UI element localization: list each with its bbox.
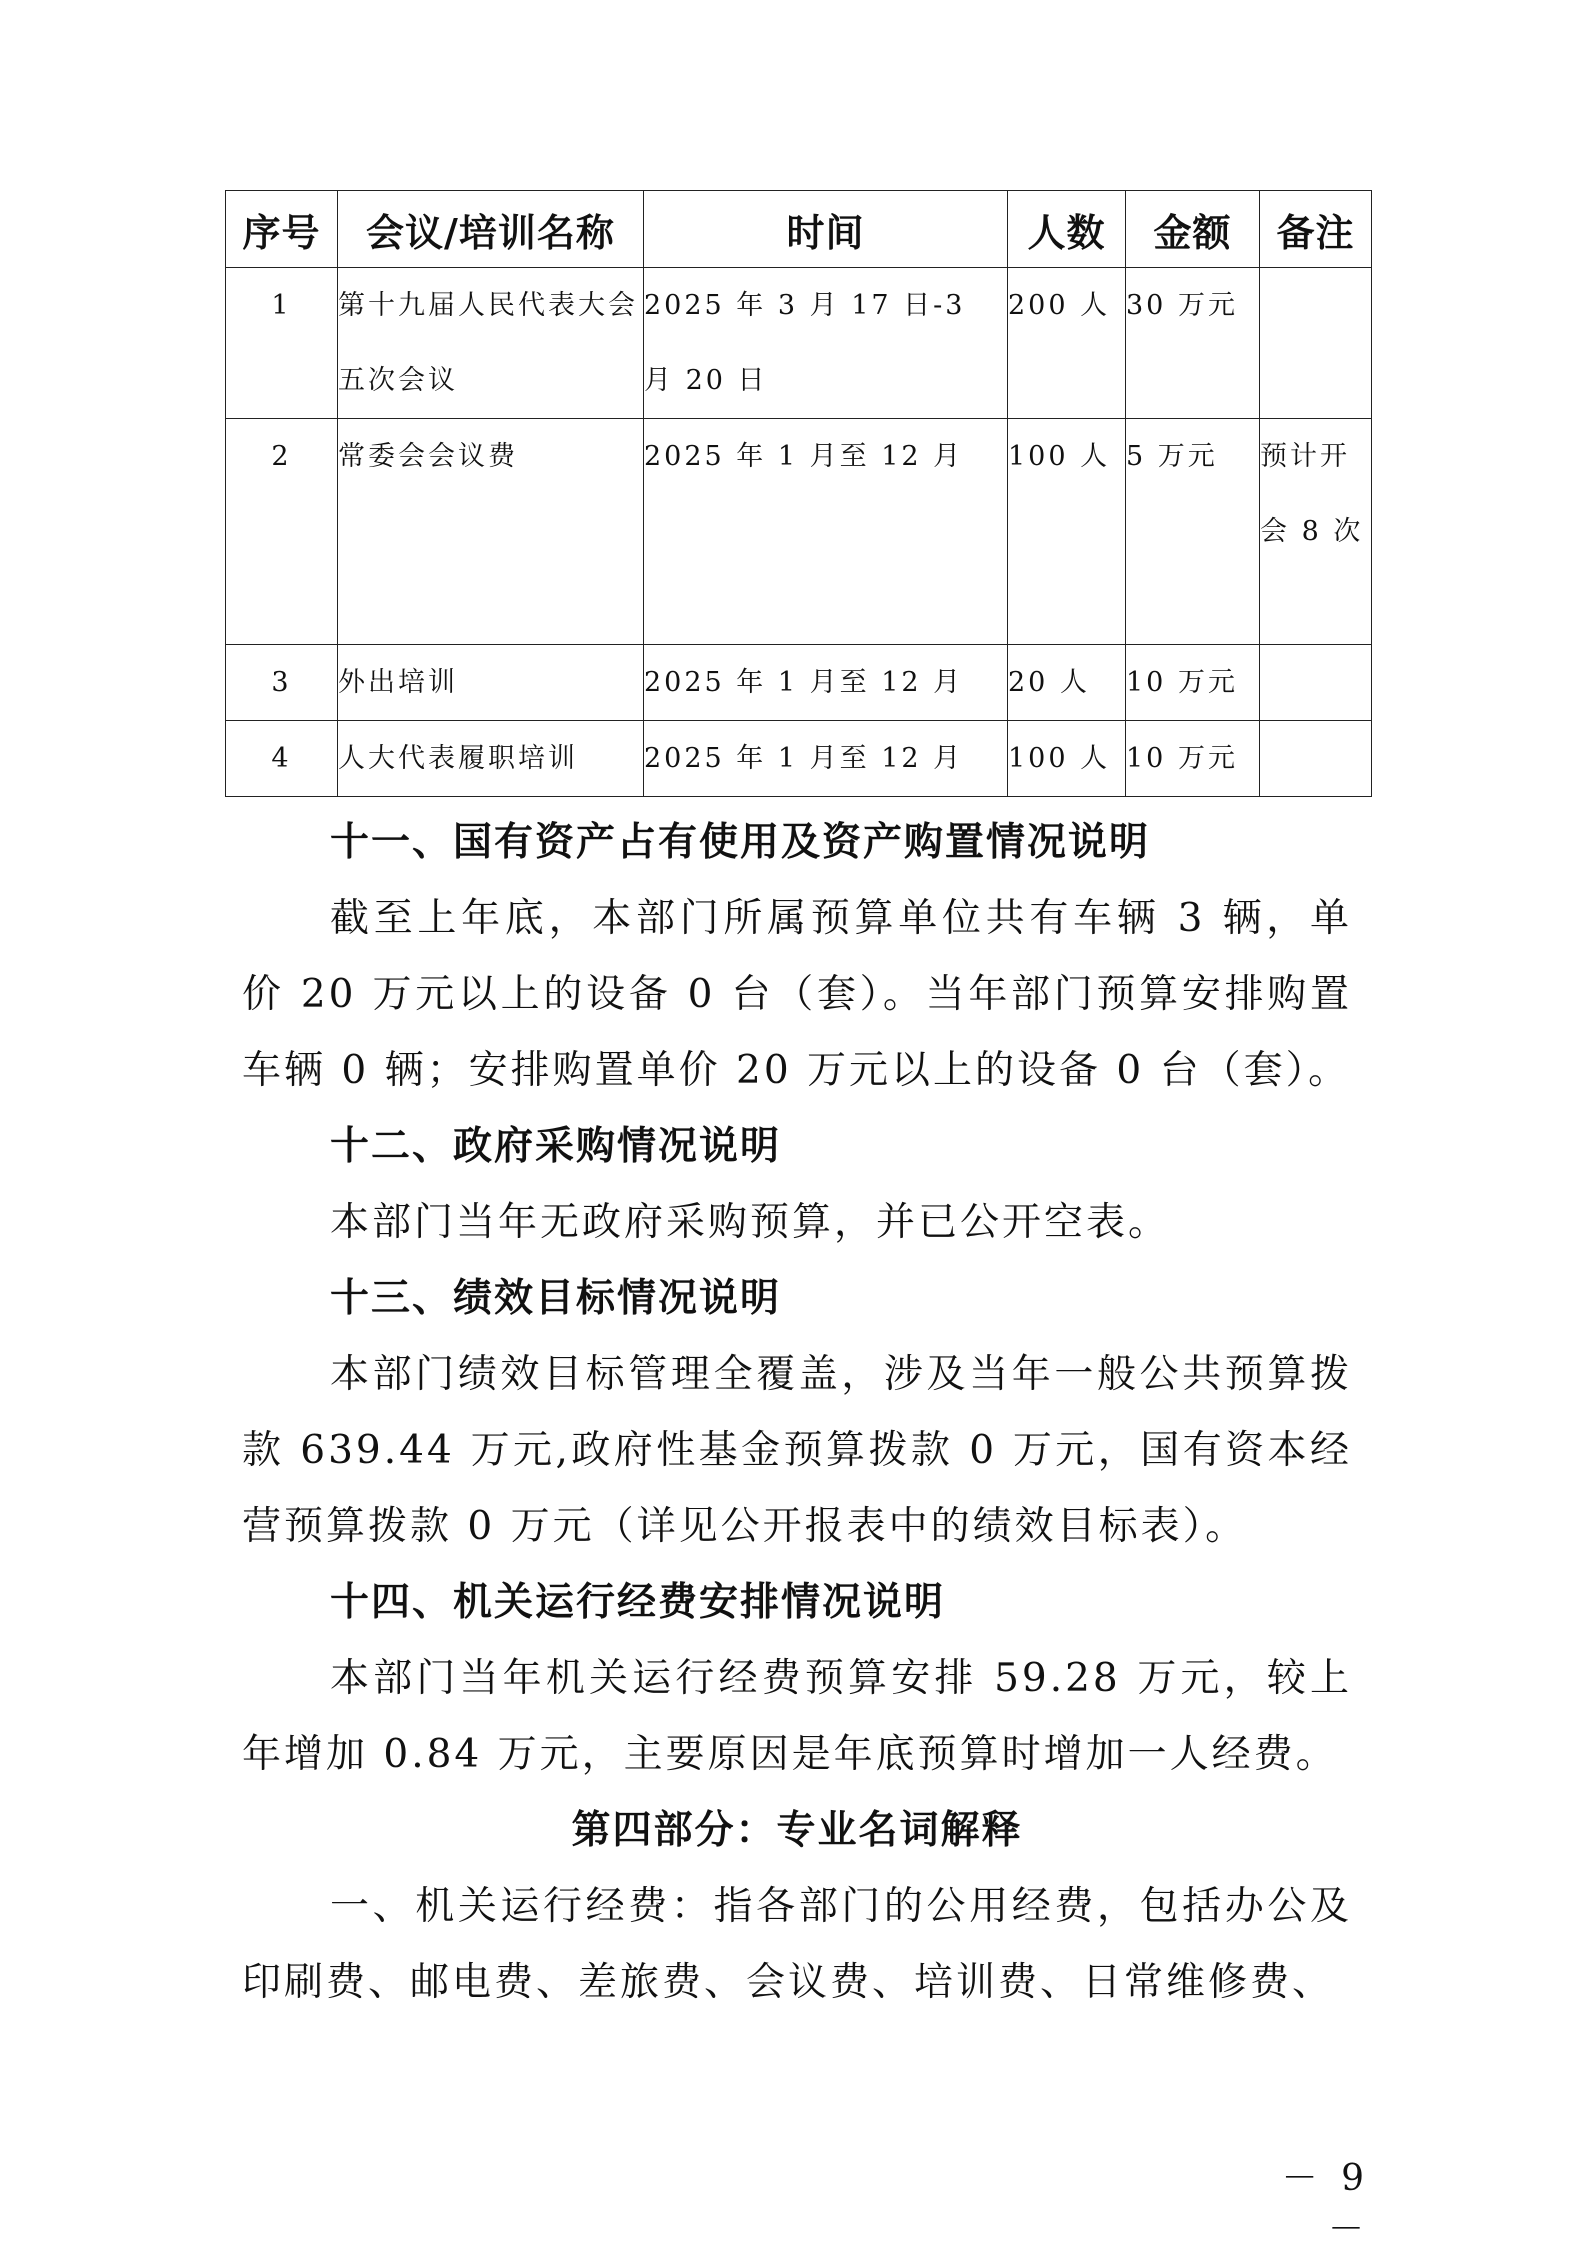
cell-seq: 1: [226, 268, 338, 419]
table-header-row: [226, 191, 1372, 268]
section-heading: 十四、机关运行经费安排情况说明: [330, 1580, 946, 1625]
part-title: 第四部分：专业名词解释: [571, 1808, 1023, 1853]
header-amount: 金额: [1126, 191, 1260, 268]
cell-name: 外出培训: [338, 645, 644, 721]
section-heading: 十一、国有资产占有使用及资产购置情况说明: [330, 820, 1151, 865]
cell-time: 2025 年 3 月 17 日-3 月 20 日: [644, 268, 1008, 419]
section-paragraph: 本部门绩效目标管理全覆盖，涉及当年一般公共预算拨款 639.44 万元,政府性基金预算拨款 0 万元，国有资本经营预算拨款 0 万元（详见公开报表中的绩效目标表）。: [242, 1352, 1352, 1549]
cell-name: 人大代表履职培训: [338, 721, 644, 797]
body-text: [242, 805, 1352, 2021]
header-count: 人数: [1008, 191, 1126, 268]
cell-count: 100 人: [1008, 721, 1126, 797]
section-heading: 十三、绩效目标情况说明: [330, 1276, 782, 1321]
cell-count: 100 人: [1008, 419, 1126, 645]
cell-seq: 4: [226, 721, 338, 797]
cell-note: [1260, 721, 1372, 797]
section-heading: 十二、政府采购情况说明: [330, 1124, 782, 1169]
header-seq: 序号: [226, 191, 338, 268]
cell-seq: 2: [226, 419, 338, 645]
section-paragraph: 截至上年底，本部门所属预算单位共有车辆 3 辆，单价 20 万元以上的设备 0 台（套）。当年部门预算安排购置车辆 0 辆；安排购置单价 20 万元以上的设备 0 台（套）。: [242, 896, 1352, 1093]
definition-paragraph: 一、机关运行经费：指各部门的公用经费，包括办公及印刷费、邮电费、差旅费、会议费、培训费、日常维修费、: [242, 1884, 1352, 2005]
cell-count: 200 人: [1008, 268, 1126, 419]
table-row: [226, 721, 1372, 797]
table-row: [226, 645, 1372, 721]
table-row: [226, 268, 1372, 419]
cell-note: [1260, 645, 1372, 721]
cell-amount: 30 万元: [1126, 268, 1260, 419]
cell-amount: 10 万元: [1126, 645, 1260, 721]
header-name: 会议/培训名称: [338, 191, 644, 268]
header-note: 备注: [1260, 191, 1372, 268]
page-number: － 9 －: [1281, 2158, 1370, 2250]
cell-amount: 10 万元: [1126, 721, 1260, 797]
header-time: 时间: [644, 191, 1008, 268]
cell-time: 2025 年 1 月至 12 月: [644, 721, 1008, 797]
cell-amount: 5 万元: [1126, 419, 1260, 645]
section-paragraph: 本部门当年机关运行经费预算安排 59.28 万元，较上年增加 0.84 万元，主要原因是年底预算时增加一人经费。: [242, 1656, 1352, 1777]
cell-name: 第十九届人民代表大会五次会议: [338, 268, 644, 419]
cell-count: 20 人: [1008, 645, 1126, 721]
cell-time: 2025 年 1 月至 12 月: [644, 419, 1008, 645]
cell-time: 2025 年 1 月至 12 月: [644, 645, 1008, 721]
cell-name: 常委会会议费: [338, 419, 644, 645]
meetings-training-table: [225, 190, 1372, 797]
cell-note: 预计开会 8 次: [1260, 419, 1372, 645]
section-paragraph: 本部门当年无政府采购预算，并已公开空表。: [330, 1200, 1171, 1245]
cell-seq: 3: [226, 645, 338, 721]
cell-note: [1260, 268, 1372, 419]
table-row: [226, 419, 1372, 645]
